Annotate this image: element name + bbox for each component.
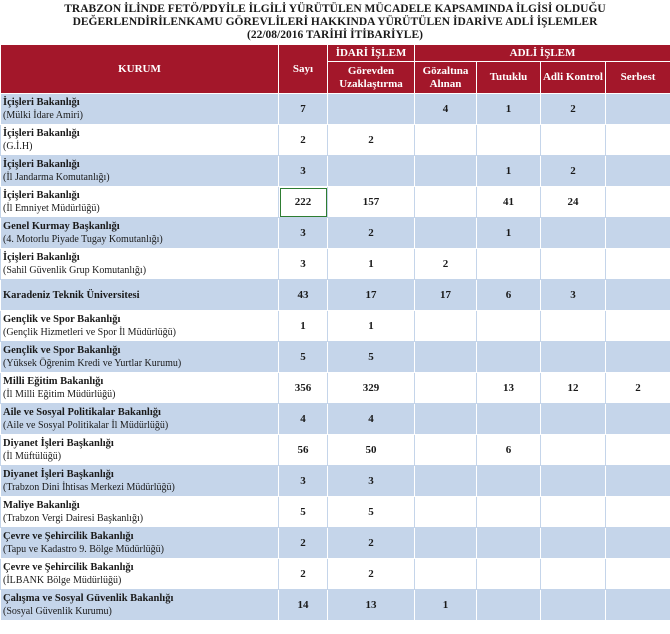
kurum-sub: (Trabzon Dini İhtisas Merkezi Müdürlüğü) [3,482,175,493]
table-row [1,125,670,156]
cell-kurum [1,311,279,342]
cell-gozaltina [415,373,477,404]
header-gorevden: Görevden Uzaklaştırma [328,62,415,94]
cell-kurum [1,590,279,621]
table-row [1,311,670,342]
cell-gorevden: 2 [328,218,415,249]
cell-tutuklu: 41 [477,187,541,218]
cell-sayi: 3 [279,156,328,187]
cell-adli-kontrol: 2 [541,94,606,125]
kurum-sub: (G.İ.H) [3,141,33,152]
cell-kurum [1,342,279,373]
data-table [0,44,670,621]
cell-kurum [1,94,279,125]
cell-adli-kontrol [541,125,606,156]
cell-gorevden [328,94,415,125]
cell-sayi: 5 [279,342,328,373]
cell-kurum [1,497,279,528]
cell-adli-kontrol [541,590,606,621]
cell-kurum [1,187,279,218]
cell-gozaltina [415,156,477,187]
table-row [1,404,670,435]
kurum-main: Gençlik ve Spor Bakanlığı [3,345,121,356]
title-line-3: (22/08/2016 TARİHİ İTİBARİYLE) [247,29,423,41]
cell-sayi: 356 [279,373,328,404]
cell-gorevden: 329 [328,373,415,404]
cell-tutuklu [477,497,541,528]
cell-gorevden: 50 [328,435,415,466]
cell-serbest [606,156,670,187]
cell-gorevden: 17 [328,280,415,311]
cell-gozaltina: 17 [415,280,477,311]
cell-tutuklu [477,125,541,156]
header-kurum: KURUM [1,45,279,94]
cell-gorevden: 4 [328,404,415,435]
cell-serbest [606,218,670,249]
table-row [1,187,670,218]
cell-kurum [1,280,279,311]
cell-serbest [606,404,670,435]
kurum-sub: (İl Jandarma Komutanlığı) [3,172,110,183]
cell-gorevden: 2 [328,528,415,559]
cell-serbest [606,466,670,497]
cell-tutuklu: 6 [477,280,541,311]
cell-kurum [1,218,279,249]
cell-gozaltina [415,497,477,528]
kurum-main: Çevre ve Şehircilik Bakanlığı [3,562,134,573]
cell-serbest [606,249,670,280]
cell-adli-kontrol [541,466,606,497]
cell-adli-kontrol [541,342,606,373]
kurum-main: İçişleri Bakanlığı [3,128,80,139]
cell-gorevden: 5 [328,497,415,528]
kurum-sub: (Aile ve Sosyal Politikalar İl Müdürlüğü) [3,420,169,431]
cell-gozaltina [415,218,477,249]
cell-serbest: 2 [606,373,670,404]
table-row [1,435,670,466]
cell-gorevden: 2 [328,125,415,156]
cell-adli-kontrol: 2 [541,156,606,187]
cell-adli-kontrol: 3 [541,280,606,311]
cell-sayi: 3 [279,218,328,249]
kurum-main: Maliye Bakanlığı [3,500,80,511]
cell-gozaltina [415,342,477,373]
kurum-sub: (Tapu ve Kadastro 9. Bölge Müdürlüğü) [3,544,164,555]
kurum-main: Çevre ve Şehircilik Bakanlığı [3,531,134,542]
cell-gozaltina [415,125,477,156]
cell-adli-kontrol [541,218,606,249]
kurum-sub: (İl Milli Eğitim Müdürlüğü) [3,389,116,400]
table-row [1,342,670,373]
cell-gorevden: 5 [328,342,415,373]
kurum-main: Gençlik ve Spor Bakanlığı [3,314,121,325]
cell-tutuklu: 1 [477,94,541,125]
cell-gorevden [328,156,415,187]
header-sayi: Sayı [279,45,328,94]
header-adli-kontrol: Adli Kontrol [541,62,606,94]
table-row [1,559,670,590]
cell-gozaltina [415,466,477,497]
cell-sayi: 222 [279,187,328,218]
cell-kurum [1,435,279,466]
cell-sayi: 7 [279,94,328,125]
cell-gozaltina: 1 [415,590,477,621]
kurum-sub: (Mülki İdare Amiri) [3,110,83,121]
cell-tutuklu: 1 [477,218,541,249]
table-body [1,94,670,621]
cell-gozaltina [415,435,477,466]
kurum-sub: (Yüksek Öğrenim Kredi ve Yurtlar Kurumu) [3,358,182,369]
cell-adli-kontrol [541,528,606,559]
cell-serbest [606,311,670,342]
cell-sayi: 4 [279,404,328,435]
cell-kurum [1,156,279,187]
cell-kurum [1,249,279,280]
cell-tutuklu [477,342,541,373]
cell-kurum [1,559,279,590]
header-serbest: Serbest [606,62,670,94]
kurum-sub: (Sosyal Güvenlik Kurumu) [3,606,112,617]
cell-adli-kontrol [541,435,606,466]
cell-sayi: 3 [279,466,328,497]
header-gozaltina: Gözaltına Alınan [415,62,477,94]
document-title [0,0,670,42]
table-row [1,218,670,249]
kurum-main: Genel Kurmay Başkanlığı [3,221,120,232]
cell-adli-kontrol: 12 [541,373,606,404]
table-row [1,94,670,125]
cell-serbest [606,590,670,621]
table-row [1,156,670,187]
kurum-main: İçişleri Bakanlığı [3,252,80,263]
cell-serbest [606,528,670,559]
cell-gorevden: 3 [328,466,415,497]
cell-serbest [606,342,670,373]
table-row [1,497,670,528]
cell-gozaltina [415,528,477,559]
cell-sayi: 2 [279,125,328,156]
cell-kurum [1,125,279,156]
cell-sayi: 56 [279,435,328,466]
cell-sayi: 1 [279,311,328,342]
cell-sayi: 2 [279,559,328,590]
cell-sayi: 43 [279,280,328,311]
kurum-sub: (İl Müftülüğü) [3,451,62,462]
cell-tutuklu [477,590,541,621]
kurum-main: Karadeniz Teknik Üniversitesi [3,289,140,301]
kurum-main: Diyanet İşleri Başkanlığı [3,438,114,449]
kurum-sub: (İl Emniyet Müdürlüğü) [3,203,100,214]
cell-gorevden: 2 [328,559,415,590]
table-row [1,528,670,559]
cell-tutuklu [477,249,541,280]
kurum-main: Aile ve Sosyal Politikalar Bakanlığı [3,407,161,418]
table-row [1,590,670,621]
cell-tutuklu: 6 [477,435,541,466]
cell-sayi: 14 [279,590,328,621]
header-tutuklu: Tutuklu [477,62,541,94]
cell-tutuklu: 13 [477,373,541,404]
cell-tutuklu [477,559,541,590]
cell-sayi: 5 [279,497,328,528]
kurum-main: Diyanet İşleri Başkanlığı [3,469,114,480]
table-row [1,373,670,404]
table-row [1,466,670,497]
cell-serbest [606,280,670,311]
kurum-main: İçişleri Bakanlığı [3,190,80,201]
cell-adli-kontrol [541,311,606,342]
cell-tutuklu [477,466,541,497]
cell-serbest [606,435,670,466]
cell-serbest [606,94,670,125]
kurum-main: İçişleri Bakanlığı [3,159,80,170]
cell-gozaltina [415,559,477,590]
cell-serbest [606,497,670,528]
cell-adli-kontrol: 24 [541,187,606,218]
cell-serbest [606,187,670,218]
cell-sayi: 3 [279,249,328,280]
cell-tutuklu [477,528,541,559]
cell-sayi: 2 [279,528,328,559]
cell-gorevden: 1 [328,249,415,280]
header-adli: ADLİ İŞLEM [415,45,670,62]
cell-serbest [606,125,670,156]
cell-kurum [1,373,279,404]
kurum-sub: (Trabzon Vergi Dairesi Başkanlığı) [3,513,144,524]
cell-adli-kontrol [541,249,606,280]
kurum-sub: (İLBANK Bölge Müdürlüğü) [3,575,122,586]
cell-kurum [1,528,279,559]
kurum-main: Çalışma ve Sosyal Güvenlik Bakanlığı [3,593,174,604]
cell-adli-kontrol [541,404,606,435]
cell-gozaltina: 2 [415,249,477,280]
cell-tutuklu: 1 [477,156,541,187]
kurum-sub: (4. Motorlu Piyade Tugay Komutanlığı) [3,234,163,245]
cell-tutuklu [477,404,541,435]
cell-tutuklu [477,311,541,342]
cell-adli-kontrol [541,559,606,590]
title-line-1: TRABZON İLİNDE FETÖ/PDYİLE İLGİLİ YÜRÜTÜLEN MÜCADELE KAPSAMINDA İLGİSİ OLDUĞU [64,3,606,15]
cell-gozaltina: 4 [415,94,477,125]
cell-gorevden: 157 [328,187,415,218]
cell-kurum [1,404,279,435]
kurum-main: İçişleri Bakanlığı [3,97,80,108]
header-idari: İDARİ İŞLEM [328,45,415,62]
kurum-sub: (Sahil Güvenlik Grup Komutanlığı) [3,265,147,276]
cell-gozaltina [415,187,477,218]
cell-gozaltina [415,311,477,342]
title-line-2: DEĞERLENDİRİLENKAMU GÖREVLİLERİ HAKKINDA YÜRÜTÜLEN İDARİVE ADLİ İŞLEMLER [72,16,598,28]
table-row [1,280,670,311]
kurum-sub: (Gençlik Hizmetleri ve Spor İl Müdürlüğü) [3,327,177,338]
cell-gorevden: 1 [328,311,415,342]
cell-gozaltina [415,404,477,435]
cell-gorevden: 13 [328,590,415,621]
kurum-main: Milli Eğitim Bakanlığı [3,376,104,387]
cell-serbest [606,559,670,590]
cell-kurum [1,466,279,497]
cell-adli-kontrol [541,497,606,528]
table-row [1,249,670,280]
